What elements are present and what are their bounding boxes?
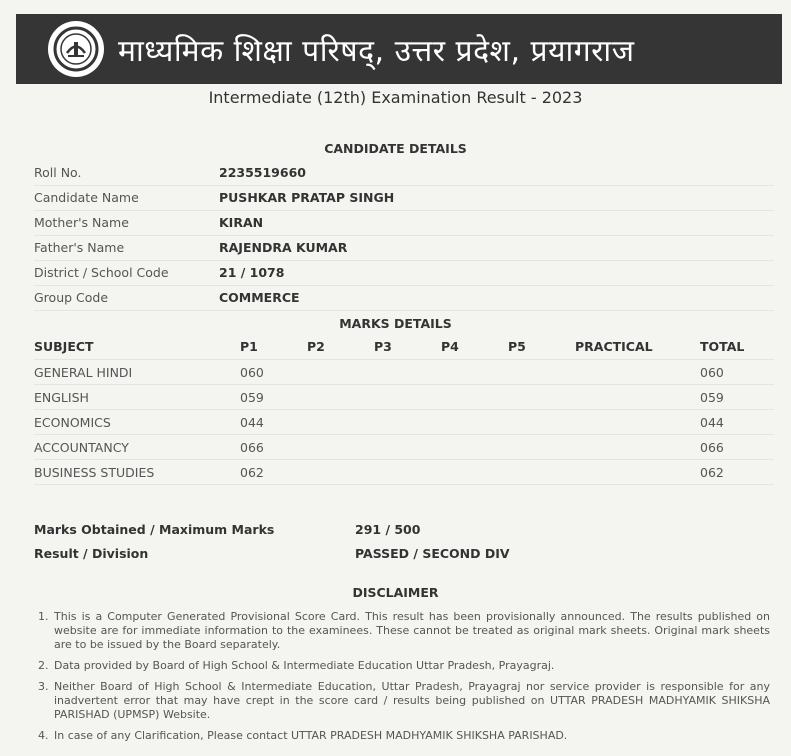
col-p5: P5 — [508, 334, 575, 360]
p4-cell — [441, 435, 508, 460]
group-code-row — [34, 285, 774, 311]
header-banner — [16, 14, 782, 84]
marks-details-heading: MARKS DETAILS — [339, 316, 452, 331]
p5-cell — [508, 360, 575, 385]
disclaimer-number: 3. — [38, 680, 49, 693]
marks-obtained-label: Marks Obtained / Maximum Marks — [34, 522, 275, 537]
candidate-details-heading: CANDIDATE DETAILS — [324, 141, 467, 156]
total-cell: 066 — [700, 435, 774, 460]
p3-cell — [374, 410, 441, 435]
col-subject: SUBJECT — [34, 334, 240, 360]
list-item — [38, 610, 770, 652]
group-code-label: Group Code — [34, 290, 109, 305]
board-emblem-icon — [48, 21, 104, 77]
subject-cell: ECONOMICS — [34, 410, 240, 435]
roll-no-label: Roll No. — [34, 165, 82, 180]
marks-obtained-value: 291 / 500 — [355, 522, 421, 537]
marks-header-row — [34, 334, 774, 360]
disclaimer-list — [38, 610, 770, 750]
subject-cell: GENERAL HINDI — [34, 360, 240, 385]
table-row — [34, 360, 774, 385]
p3-cell — [374, 460, 441, 485]
marks-table — [34, 334, 774, 485]
disclaimer-number: 4. — [38, 729, 49, 742]
col-p2: P2 — [307, 334, 374, 360]
subject-cell: ACCOUNTANCY — [34, 435, 240, 460]
list-item — [38, 680, 770, 722]
p2-cell — [307, 460, 374, 485]
disclaimer-number: 1. — [38, 610, 49, 623]
p5-cell — [508, 460, 575, 485]
p1-cell: 062 — [240, 460, 307, 485]
table-row — [34, 460, 774, 485]
subject-cell: ENGLISH — [34, 385, 240, 410]
practical-cell — [575, 460, 700, 485]
p4-cell — [441, 360, 508, 385]
p1-cell: 066 — [240, 435, 307, 460]
p1-cell: 059 — [240, 385, 307, 410]
result-division-row — [34, 542, 774, 566]
col-p3: P3 — [374, 334, 441, 360]
p3-cell — [374, 385, 441, 410]
disclaimer-heading: DISCLAIMER — [352, 585, 439, 600]
candidate-name-label: Candidate Name — [34, 190, 139, 205]
board-name: माध्यमिक शिक्षा परिषद्, उत्तर प्रदेश, प्रयागराज — [118, 33, 635, 69]
table-row — [34, 385, 774, 410]
result-division-value: PASSED / SECOND DIV — [355, 546, 510, 561]
district-school-row — [34, 260, 774, 286]
district-school-value: 21 / 1078 — [219, 265, 285, 280]
p1-cell: 060 — [240, 360, 307, 385]
list-item — [38, 659, 770, 673]
father-name-value: RAJENDRA KUMAR — [219, 240, 348, 255]
p2-cell — [307, 360, 374, 385]
mother-name-row — [34, 210, 774, 236]
col-p4: P4 — [441, 334, 508, 360]
marks-obtained-row — [34, 518, 774, 542]
father-name-row — [34, 235, 774, 261]
group-code-value: COMMERCE — [219, 290, 300, 305]
table-row — [34, 435, 774, 460]
p3-cell — [374, 435, 441, 460]
p2-cell — [307, 410, 374, 435]
col-p1: P1 — [240, 334, 307, 360]
p5-cell — [508, 385, 575, 410]
district-school-label: District / School Code — [34, 265, 169, 280]
p5-cell — [508, 410, 575, 435]
practical-cell — [575, 385, 700, 410]
p4-cell — [441, 460, 508, 485]
father-name-label: Father's Name — [34, 240, 125, 255]
disclaimer-number: 2. — [38, 659, 49, 672]
p4-cell — [441, 410, 508, 435]
candidate-name-row — [34, 185, 774, 211]
total-cell: 044 — [700, 410, 774, 435]
p2-cell — [307, 435, 374, 460]
total-cell: 059 — [700, 385, 774, 410]
disclaimer-text: This is a Computer Generated Provisional Score Card. This result has been provisionally announced. The results published on website are for immediate information to the examinees. These cannot be treated as original mark sheets. Original mark sheets are to be issued by the Board separately. — [54, 610, 770, 651]
subject-cell: BUSINESS STUDIES — [34, 460, 240, 485]
candidate-name-value: PUSHKAR PRATAP SINGH — [219, 190, 395, 205]
table-row — [34, 410, 774, 435]
mother-name-label: Mother's Name — [34, 215, 129, 230]
p3-cell — [374, 360, 441, 385]
disclaimer-text: Data provided by Board of High School & Intermediate Education Uttar Pradesh, Prayagraj. — [54, 659, 555, 672]
disclaimer-text: In case of any Clarification, Please contact UTTAR PRADESH MADHYAMIK SHIKSHA PARISHAD. — [54, 729, 568, 742]
disclaimer-text: Neither Board of High School & Intermediate Education, Uttar Pradesh, Prayagraj nor service provider is responsible for any inadvertent error that may have crept in the score card / results being published on UTTAR PRADESH MADHYAMIK SHIKSHA PARISHAD (UPMSP) Website. — [54, 680, 770, 721]
p5-cell — [508, 435, 575, 460]
p4-cell — [441, 385, 508, 410]
practical-cell — [575, 435, 700, 460]
result-division-label: Result / Division — [34, 546, 149, 561]
col-practical: PRACTICAL — [575, 334, 700, 360]
roll-no-row — [34, 160, 774, 186]
p2-cell — [307, 385, 374, 410]
total-cell: 060 — [700, 360, 774, 385]
page-title: Intermediate (12th) Examination Result - 2023 — [208, 88, 583, 107]
roll-no-value: 2235519660 — [219, 165, 306, 180]
p1-cell: 044 — [240, 410, 307, 435]
practical-cell — [575, 360, 700, 385]
total-cell: 062 — [700, 460, 774, 485]
list-item — [38, 729, 770, 743]
mother-name-value: KIRAN — [219, 215, 264, 230]
practical-cell — [575, 410, 700, 435]
col-total: TOTAL — [700, 334, 774, 360]
